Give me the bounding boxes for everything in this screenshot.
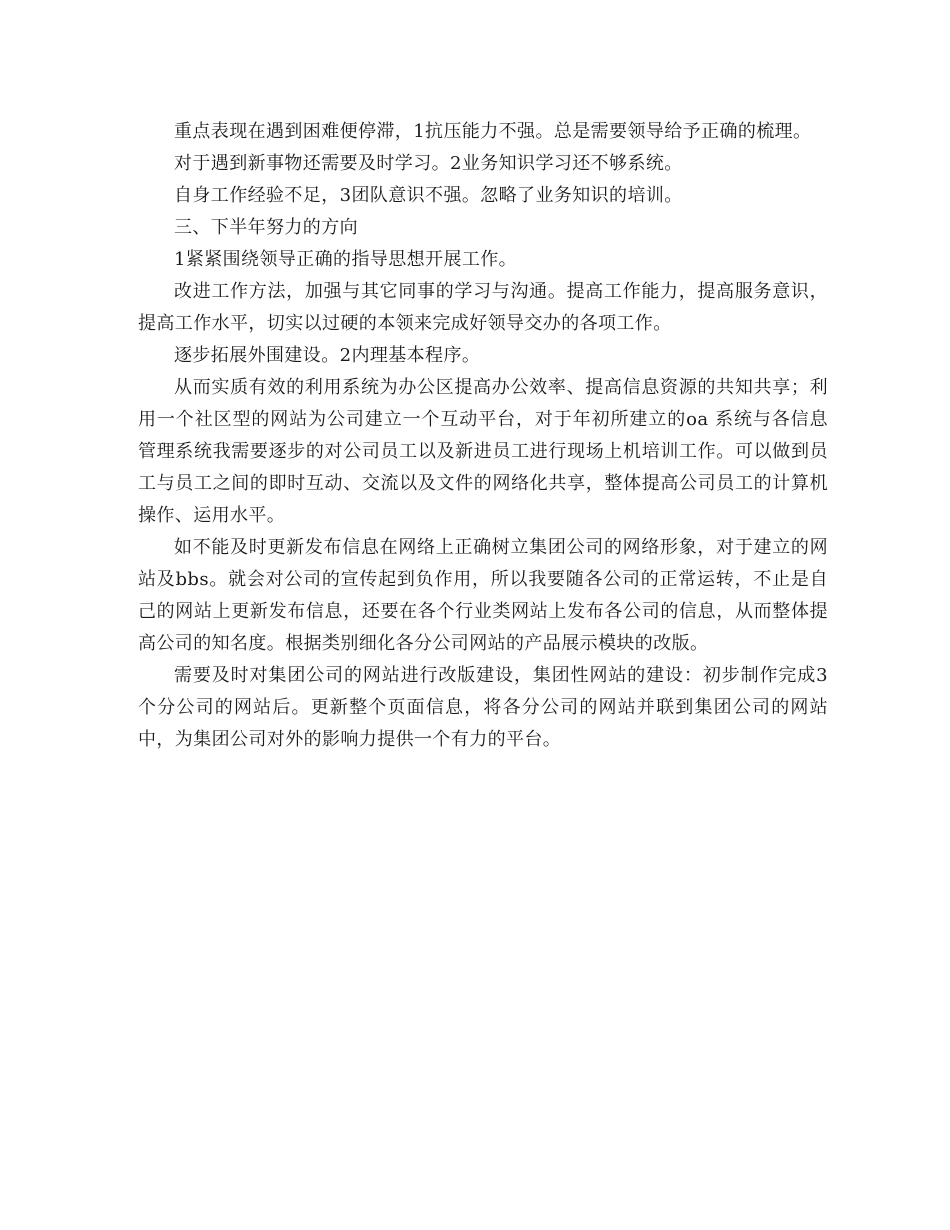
section-heading: 三、下半年努力的方向 xyxy=(174,217,358,238)
paragraph: 改进工作方法，加强与其它同事的学习与沟通。提高工作能力，提高服务意识，提高工作水平，切实以过硬的本领来完成好领导交办的各项工作。 xyxy=(138,281,828,334)
paragraph: 如不能及时更新发布信息在网络上正确树立集团公司的网络形象，对于建立的网站及bbs。就会对公司的宣传起到负作用，所以我要随各公司的正常运转，不止是自己的网站上更新发布信息，还要在各个行业类网站上发布各公司的信息，从而整体提高公司的知名度。根据类别细化各分公司网站的产品展示模块的改版。 xyxy=(138,537,828,654)
paragraph: 逐步拓展外围建设。2内理基本程序。 xyxy=(174,345,481,366)
paragraph: 需要及时对集团公司的网站进行改版建设，集团性网站的建设：初步制作完成3个分公司的网站后。更新整个页面信息，将各分公司的网站并联到集团公司的网站中，为集团公司对外的影响力提供一个有力的平台。 xyxy=(138,665,828,750)
paragraph: 1紧紧围绕领导正确的指导思想开展工作。 xyxy=(174,249,518,270)
paragraph: 自身工作经验不足，3团队意识不强。忽略了业务知识的培训。 xyxy=(174,185,683,206)
paragraph: 重点表现在遇到困难便停滞，1抗压能力不强。总是需要领导给予正确的梳理。 xyxy=(174,121,812,142)
document-body xyxy=(138,116,828,756)
paragraph: 对于遇到新事物还需要及时学习。2业务知识学习还不够系统。 xyxy=(174,153,683,174)
paragraph: 从而实质有效的利用系统为办公区提高办公效率、提高信息资源的共知共享；利用一个社区型的网站为公司建立一个互动平台，对于年初所建立的oa 系统与各信息管理系统我需要逐步的对公司员工以及新进员工进行现场上机培训工作。可以做到员工与员工之间的即时互动、交流以及文件的网络化共享，整体提高公司员工的计算机操作、运用水平。 xyxy=(138,377,828,526)
